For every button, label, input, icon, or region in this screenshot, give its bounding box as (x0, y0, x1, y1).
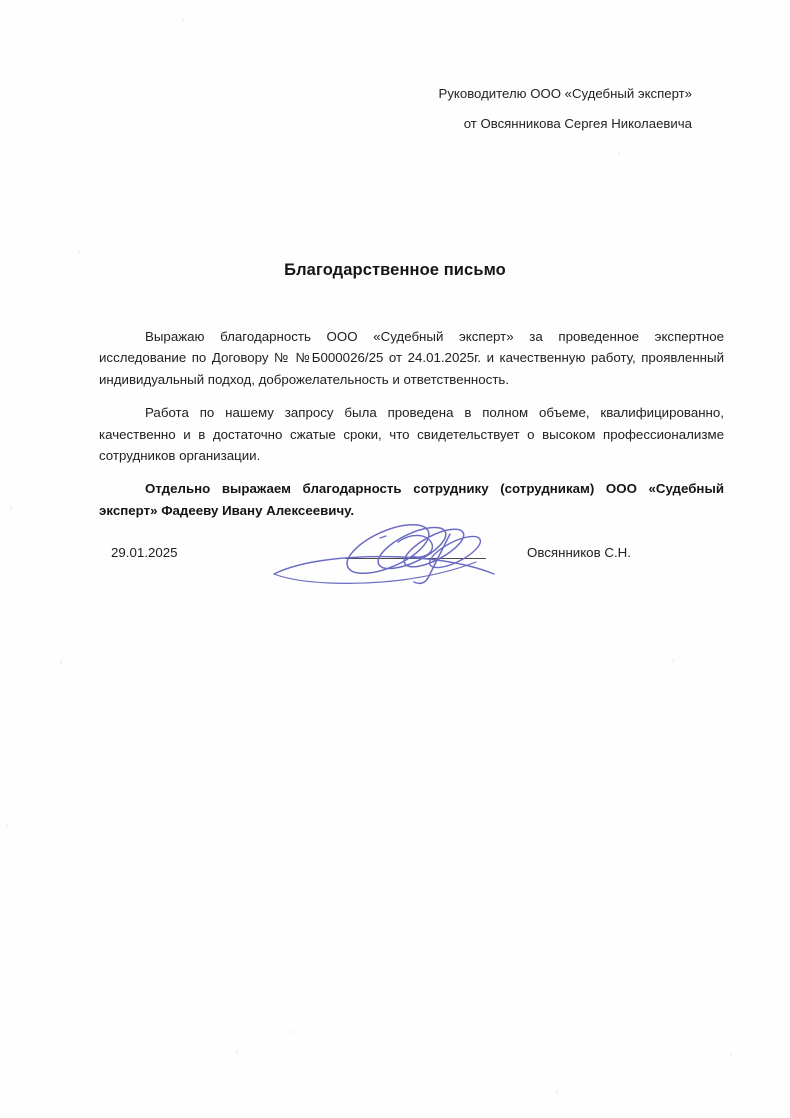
scan-artifact (290, 1030, 292, 1034)
addressee-recipient: Руководителю ООО «Судебный эксперт» (438, 86, 692, 101)
signature-block (0, 512, 790, 592)
scan-artifact (78, 250, 80, 255)
signatory-name: Овсянников С.Н. (527, 545, 631, 560)
addressee-block (300, 79, 692, 139)
page-title: Благодарственное письмо (284, 261, 506, 279)
addressee-sender: от Овсянникова Сергея Николаевича (463, 116, 692, 131)
paragraph-employee-thanks: Отдельно выражаем благодарность сотруднику (сотрудникам) ООО «Судебный эксперт» Фадееву Ивану Алексеевичу. (99, 481, 724, 518)
handwritten-signature (262, 512, 512, 592)
scan-artifact (672, 659, 674, 663)
signature-date: 29.01.2025 (111, 545, 178, 560)
scan-artifact (618, 151, 620, 155)
paragraph-gratitude: Выражаю благодарность ООО «Судебный эксперт» за проведенное экспертное исследование по Договору № №Б000026/25 от 24.01.2025г. и качественную работу, проявленный индивидуальный подход, доброжелательность и ответственность. (99, 329, 724, 387)
scan-artifact (556, 1090, 558, 1094)
scan-artifact (6, 823, 8, 828)
scan-artifact (182, 18, 184, 22)
signature-rule (345, 558, 486, 559)
scan-artifact (60, 660, 62, 664)
letter-body (99, 326, 724, 521)
scan-artifact (10, 506, 12, 511)
scan-artifact (730, 1053, 732, 1057)
scan-artifact (236, 1050, 238, 1054)
paragraph-quality: Работа по нашему запросу была проведена в полном объеме, квалифицированно, качественно и в достаточно сжатые сроки, что свидетельствует о высоком профессионализме сотрудников организации. (99, 405, 724, 464)
